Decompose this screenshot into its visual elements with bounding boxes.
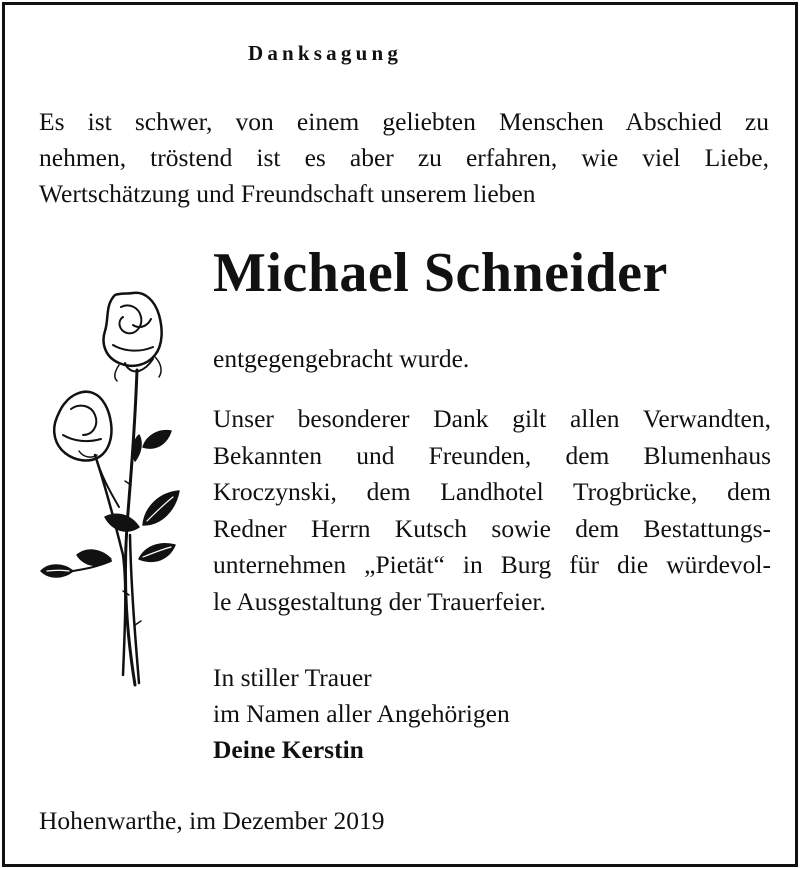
rose-illustration <box>35 285 195 695</box>
thanks-line: Bekannten und Freunden, dem Blumenhaus <box>213 440 771 470</box>
notice-heading: Danksagung <box>247 41 403 65</box>
thanks-line: Unser besonderer Dank gilt allen Verwandten, <box>213 404 771 433</box>
thanks-line: unternehmen „Pietät“ in Burg für die würdevol- <box>213 550 771 580</box>
signature: Deine Kerstin <box>213 735 364 764</box>
mourning-block <box>213 660 510 768</box>
mourning-line: im Namen aller Angehörigen <box>213 699 510 728</box>
thanks-line: le Ausgestaltung der Trauerfeier. <box>213 586 546 616</box>
intro-paragraph <box>39 104 769 212</box>
mourning-line: In stiller Trauer <box>213 663 372 692</box>
intro-line: Wertschätzung und Freundschaft unserem lieben <box>39 179 536 208</box>
notice-frame <box>2 2 798 867</box>
place-date: Hohenwarthe, im Dezember 2019 <box>39 806 385 835</box>
thanks-line: Kroczynski, dem Landhotel Trogbrücke, dem <box>213 477 771 507</box>
after-name-text: entgegengebracht wurde. <box>213 344 470 373</box>
thanks-paragraph <box>213 401 771 621</box>
intro-line: Es ist schwer, von einem geliebten Menschen Abschied zu <box>39 107 769 136</box>
deceased-name: Michael Schneider <box>213 242 668 304</box>
intro-line: nehmen, tröstend ist es aber zu erfahren, wie viel Liebe, <box>39 143 769 172</box>
thanks-line: Redner Herrn Kutsch sowie dem Bestattungs- <box>213 513 771 543</box>
